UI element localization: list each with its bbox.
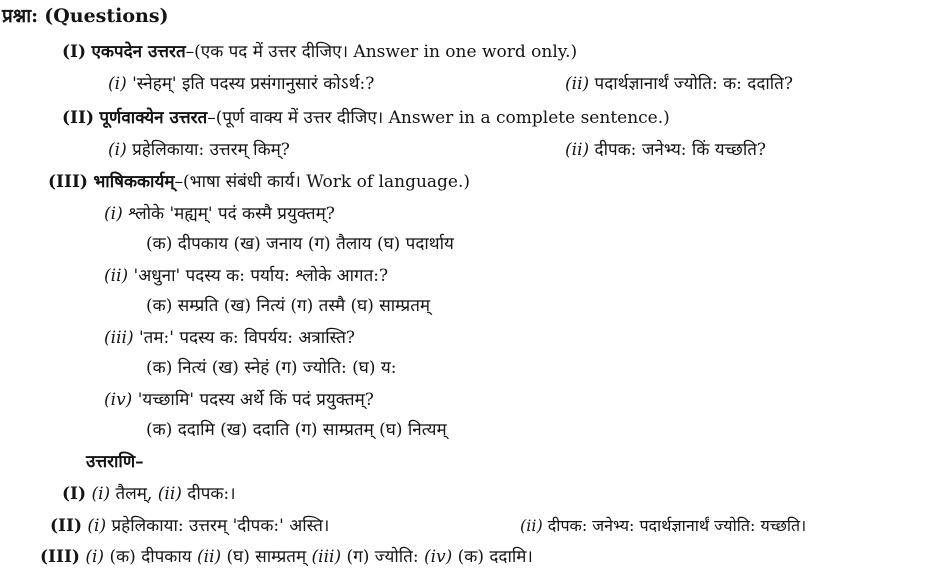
section-3-item-2-question bbox=[104, 264, 388, 288]
answers-title: उत्तराणि– bbox=[86, 452, 144, 472]
answer-3 bbox=[40, 545, 533, 569]
q-num: (ii) bbox=[104, 266, 129, 286]
q-num: (i) bbox=[104, 204, 123, 224]
part-text: तैलम्, bbox=[110, 484, 158, 504]
section-3-item-1-question bbox=[104, 202, 335, 226]
part-num: (i) bbox=[85, 547, 105, 567]
section-3-item-2-options: (क) सम्प्रति (ख) नित्यं (ग) तस्मै (घ) साम्प्रतम् bbox=[146, 296, 431, 316]
part-text: (क) दीपकाय bbox=[104, 547, 197, 567]
heading-english: (Questions) bbox=[44, 5, 169, 27]
section-1-title: एकपदेन उत्तरत bbox=[91, 42, 186, 62]
section-3-title: भाषिककार्यम् bbox=[93, 172, 175, 192]
section-3-item-3-question bbox=[104, 326, 355, 350]
q-text: 'अधुना' पदस्य क: पर्याय: श्लोके आगत:? bbox=[128, 266, 389, 286]
part-text: दीपक:। bbox=[181, 484, 236, 504]
q-text: दीपक: जनेभ्य: किं यच्छति? bbox=[589, 140, 767, 160]
section-2-title: पूर्णवाक्येन उत्तरत bbox=[99, 108, 208, 128]
section-1-num: (I) bbox=[62, 42, 87, 62]
section-2-instruction: –(पूर्ण वाक्य में उत्तर दीजिए। Answer in a complete sentence.) bbox=[207, 108, 670, 128]
part-num: (iii) bbox=[311, 547, 342, 567]
section-1-instruction: –(एक पद में उत्तर दीजिए। Answer in one word only.) bbox=[185, 42, 578, 62]
section-3-header bbox=[48, 170, 470, 194]
part-text: दीपक: जनेभ्य: पदार्थज्ञानार्थं ज्योति: यच्छति। bbox=[542, 516, 807, 535]
q-text: 'तम:' पदस्य क: विपर्यय: अत्रास्ति? bbox=[133, 328, 356, 348]
part-text: (क) ददामि। bbox=[452, 547, 533, 567]
part-text: प्रहेलिकाया: उत्तरम् 'दीपक:' अस्ति। bbox=[106, 516, 330, 536]
q-num: (i) bbox=[108, 140, 127, 160]
q-text: 'यच्छामि' पदस्य अर्थे किं पदं प्रयुक्तम्? bbox=[132, 390, 374, 410]
section-3-item-1-options: (क) दीपकाय (ख) जनाय (ग) तैलाय (घ) पदार्थाय bbox=[146, 234, 454, 254]
section-2-header bbox=[62, 106, 670, 130]
section-1-q2 bbox=[565, 72, 793, 96]
section-3-item-4-question bbox=[104, 388, 374, 412]
part-num: (ii) bbox=[520, 516, 543, 535]
section-3-num: (III) bbox=[48, 172, 88, 192]
q-num: (iv) bbox=[104, 390, 133, 410]
section-3-item-3-options: (क) नित्यं (ख) स्नेहं (ग) ज्योति: (घ) य: bbox=[146, 358, 397, 378]
q-text: 'स्नेहम्' इति पदस्य प्रसंगानुसारं कोऽर्थ:? bbox=[126, 74, 375, 94]
part-num: (i) bbox=[87, 516, 107, 536]
answer-num: (III) bbox=[40, 547, 80, 567]
page-heading bbox=[2, 4, 169, 28]
section-1-q1 bbox=[108, 72, 374, 96]
q-num: (ii) bbox=[565, 140, 590, 160]
section-1-header bbox=[62, 40, 577, 64]
section-2-num: (II) bbox=[62, 108, 94, 128]
part-text: (ग) ज्योति: bbox=[341, 547, 424, 567]
answer-2-part-1 bbox=[50, 514, 329, 538]
q-text: पदार्थज्ञानार्थं ज्योति: क: ददाति? bbox=[589, 74, 793, 94]
part-num: (i) bbox=[91, 484, 111, 504]
part-num: (iv) bbox=[423, 547, 453, 567]
section-2-q1 bbox=[108, 138, 290, 162]
q-text: प्रहेलिकाया: उत्तरम् किम्? bbox=[126, 140, 290, 160]
section-3-instruction: –(भाषा संबंधी कार्य। Work of language.) bbox=[174, 172, 471, 192]
answer-2-part-2 bbox=[520, 514, 806, 538]
answer-num: (I) bbox=[62, 484, 87, 504]
answer-1 bbox=[62, 482, 236, 506]
part-num: (ii) bbox=[157, 484, 182, 504]
part-text: (घ) साम्प्रतम् bbox=[221, 547, 312, 567]
part-num: (ii) bbox=[197, 547, 222, 567]
q-num: (ii) bbox=[565, 74, 590, 94]
q-num: (iii) bbox=[104, 328, 134, 348]
answer-num: (II) bbox=[50, 516, 82, 536]
section-2-q2 bbox=[565, 138, 766, 162]
section-3-item-4-options: (क) ददामि (ख) ददाति (ग) साम्प्रतम् (घ) नित्यम् bbox=[146, 420, 447, 440]
heading-hindi: प्रश्ना: bbox=[2, 5, 39, 27]
q-text: श्लोके 'मह्यम्' पदं कस्मै प्रयुक्तम्? bbox=[122, 204, 335, 224]
q-num: (i) bbox=[108, 74, 127, 94]
